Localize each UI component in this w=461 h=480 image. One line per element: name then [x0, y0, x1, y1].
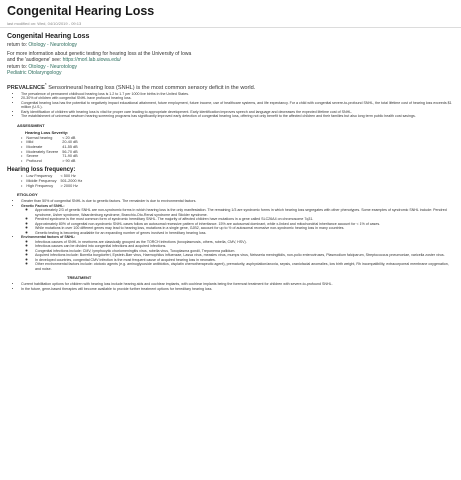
list-item: • The prevalence of permanent childhood hearing loss is 1.2 to 1.7 per 1000 live births in the United States.: [21, 92, 455, 97]
etiology-list: [7, 199, 455, 271]
genetic-factors-item: [21, 204, 455, 236]
return-line-1: [7, 42, 455, 49]
article-title: Congenital Hearing Loss: [7, 33, 90, 40]
frequency-name: • High Frequency: [21, 184, 61, 189]
severity-name: • Moderately Severe: [21, 150, 62, 155]
frequency-value: < 500 Hz: [60, 174, 76, 179]
list-item: • Greater than 50% of congenital SNHL is due to genetic factors. The remainder is due to environmental factors.: [21, 199, 455, 204]
environmental-factors-item: [21, 235, 455, 271]
prevalence-text: Sensorineural hearing loss (SNHL) is the most common sensory deficit in the world.: [48, 84, 256, 91]
environmental-heading: Environmental factors of SNHL:: [21, 235, 76, 240]
severity-value: 41-55 dB: [62, 145, 78, 150]
frequency-name: • Middle Frequency: [21, 179, 61, 184]
table-row: [21, 184, 86, 189]
table-row: [21, 179, 86, 184]
severity-value: 56-70 dB: [62, 149, 78, 154]
frequency-value: > 2000 Hz: [60, 183, 78, 188]
frequency-value: 501-2000 Hz: [60, 178, 83, 183]
severity-name: • Moderate: [21, 145, 62, 150]
severity-table: [21, 136, 82, 164]
page-title: Congenital Hearing Loss: [7, 4, 155, 18]
severity-name: • Mild: [21, 140, 62, 145]
morl-link[interactable]: https://morl.lab.uiowa.edu/: [62, 57, 121, 64]
list-item: ◦ Congenital infections include: CMV, lymphocytic choriomeningitis virus, rubella virus, Toxoplasma gondii, Treponema pallidum.: [35, 249, 455, 254]
list-item: ◦ Other environmental factors include: ototoxic agents (e.g. aminoglycoside antibiotics, cisplatin chemotherapeutic agent), prematurity, asphyxiation/anoxia, sepsis, craniofacial anomalies, low birth weight, Rh incompatibility, extracorporeal membrane oxygenation, and noise.: [35, 262, 455, 271]
article-body: [7, 33, 455, 291]
severity-value: 71-90 dB: [62, 154, 78, 159]
frequency-table: [21, 174, 86, 188]
severity-value: < 20 dB: [62, 135, 76, 140]
genetic-list: [21, 208, 455, 235]
frequency-heading: Hearing loss frequency:: [7, 167, 76, 174]
genetic-heading: Genetic Factors of SNHL:: [21, 203, 65, 208]
severity-name: • Profound: [21, 159, 62, 164]
environmental-list: [21, 240, 455, 272]
info-line-1: For more information about genetic testing for hearing loss at the University of Iowa: [7, 50, 192, 57]
info-line-2: [7, 57, 455, 64]
return-line-2: [7, 64, 455, 71]
pediatric-otolaryngology-link[interactable]: Pediatric Otolaryngology: [7, 70, 62, 77]
list-item: ◦ Genetic testing is becoming available for an expanding number of genes involved in hereditary hearing loss.: [35, 231, 455, 236]
list-item: ◦ In developed countries, congenital CMV infection is the most frequent cause of acquired hearing loss in neonates.: [35, 258, 455, 263]
treatment-label: TREATMENT: [67, 275, 92, 281]
return-label: return to:: [7, 63, 28, 70]
list-item: ◦ While mutations in over 100 different genes may lead to hearing loss, mutations in a single gene, GJB2, account for up to ½ of autosomal recessive non-syndromic hearing loss in many countries.: [35, 226, 455, 231]
peds-line: [7, 70, 455, 77]
prevalence-list: [7, 92, 455, 119]
etiology-label: ETIOLOGY: [17, 192, 38, 198]
prevalence-label: PREVALENCE: [7, 84, 45, 91]
last-modified-text: last modified on: Wed, 04/10/2019 - 09:13: [7, 21, 82, 26]
list-item: • The establishment of universal newborn hearing screening programs has significantly improved early detection of congenital hearing loss, offering not only benefit to the affected children and their families but also long term public health cost savings.: [21, 114, 455, 119]
frequency-name: • Low Frequency: [21, 174, 61, 179]
list-item: • Early identification of children with hearing loss is vital for proper care leading to appropriate development. Early identification improves speech and language and decreases the expected lifetime cost of SNHL.: [21, 110, 455, 115]
severity-name: • Severe: [21, 154, 62, 159]
list-item: ◦ Approximately 80% of congenital non-syndromic SNHL cases follow an autosomal recessive pattern of inheritance. 15% are autosomal dominant, while x-linked and mitochondrial inheritance account for < 1% of cases.: [35, 222, 455, 227]
list-item: ◦ Infectious causes can be divided into congenital infections and acquired infections.: [35, 244, 455, 249]
list-item: • In the future, gene-based therapies will become available to provide further treatment options for hereditary hearing loss.: [21, 287, 455, 292]
severity-value: 20-40 dB: [62, 140, 78, 145]
treatment-list: [7, 282, 455, 291]
list-item: ◦ Infectious causes of SNHL in newborns are classically grouped as the TORCH infections (toxoplasmosis, others, rubella, CMV, HSV).: [35, 240, 455, 245]
severity-heading: Hearing Loss Severity:: [25, 129, 69, 135]
return-label: return to:: [7, 42, 28, 48]
otology-link-1[interactable]: Otology - Neurotology: [28, 42, 78, 48]
list-item: ◦ Pendred syndrome is the most common form of syndromic hereditary SNHL. The majority of affected children have mutations in a gene called SLC26A4 on chromosome 7q31.: [35, 217, 455, 222]
list-item: • 20-30% of children with congenital SNHL have profound hearing loss.: [21, 96, 455, 101]
severity-value: > 90 dB: [62, 158, 76, 163]
table-row: [21, 159, 82, 164]
severity-name: • Normal hearing: [21, 136, 62, 141]
otology-link-2[interactable]: Otology - Neurotology: [28, 63, 78, 70]
list-item: • Congenital hearing loss has the potential to negatively impact educational attainment, future employment, future income, use of healthcare systems, and life expectancy. For a child with congenital severe-to-profound SNHL, the total lifetime cost of hearing loss exceeds $1 million (U.S.).: [21, 101, 455, 110]
assessment-label: ASSESSMENT: [17, 122, 45, 128]
list-item: • Current habilitation options for children with hearing loss include hearing aids and cochlear implants, with cochlear implants being the foremost treatment for children with severe-to-profound SNHL.: [21, 282, 455, 287]
info-prefix: and the 'audiogene' see:: [7, 57, 62, 64]
page-header: [0, 0, 461, 28]
list-item: ◦ Approximately 2/3 of genetic SNHL are non-syndromic forms in which hearing loss is the only manifestation. The remaining 1/3 are syndromic forms in which hearing loss segregates with other phenotypes. Some examples of syndromic SNHL include: Pendred syndrome, Usher syndrome, Waardenburg syndrome, Branchio-Oto-Renal syndrome and Stickler syndrome.: [35, 208, 455, 217]
prevalence-line: PREVALENCE* Sensorineural hearing loss (SNHL) is the most common sensory deficit in the world.: [7, 81, 256, 91]
list-item: ◦ Acquired infections include: Borrelia burgdorferi, Epstein-Barr virus, Haemophilus influenzae, Lassa virus, measles virus, mumps virus, Neisseria meningitidis, non-polio enteroviruses, Plasmodium falciparum, Streptococcus pneumoniae, varicella zoster virus.: [35, 253, 455, 258]
